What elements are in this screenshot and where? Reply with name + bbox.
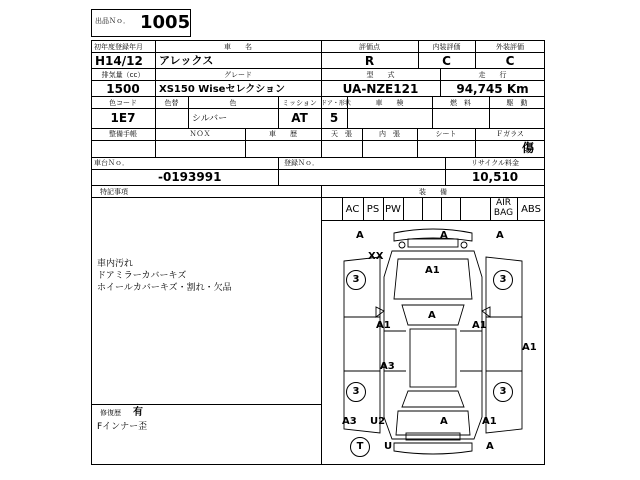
seat-label: シート bbox=[435, 130, 457, 138]
repair-value: 有 bbox=[133, 407, 143, 418]
model-name-value: アレックス bbox=[159, 54, 214, 67]
chassis-value: UA-NZE121 bbox=[342, 82, 419, 96]
damage-mark: A bbox=[496, 230, 504, 241]
damage-mark: A1 bbox=[522, 342, 537, 353]
lot-number-label: 出品Ｎｏ． bbox=[95, 17, 130, 25]
fglass-label: Ｆガラス bbox=[496, 130, 524, 138]
color-label: 色 bbox=[229, 99, 237, 107]
maintenance-label: 整備手帳 bbox=[109, 130, 137, 138]
mileage-label: 走 行 bbox=[478, 71, 507, 79]
cc-label: 排気量（cc） bbox=[101, 71, 145, 79]
grade-value: XS150 Wiseセレクション bbox=[159, 84, 286, 95]
repair-label: 修復歴 bbox=[100, 409, 121, 417]
damage-mark: 3 bbox=[493, 382, 513, 402]
damage-mark: XX bbox=[368, 251, 384, 262]
doors-value: 5 bbox=[329, 111, 339, 125]
year-label: 初年度登録年月 bbox=[94, 43, 143, 51]
model-name-label: 車 名 bbox=[224, 43, 252, 51]
year-value: H14/12 bbox=[95, 54, 143, 68]
sunroof-label: 天 張 bbox=[331, 130, 352, 138]
chassis-label: 型 式 bbox=[366, 71, 395, 79]
recycle-value: 10,510 bbox=[471, 170, 519, 184]
color-code-label: 色コード bbox=[109, 99, 137, 107]
equip-pw: PW bbox=[385, 204, 401, 215]
reg-label: 登録Ｎｏ． bbox=[284, 159, 319, 167]
remark-item: ドアミラーカバーキズ bbox=[97, 271, 187, 281]
damage-mark: U bbox=[384, 441, 393, 452]
equip-airbag: AIR BAG bbox=[493, 198, 514, 218]
damage-mark: A bbox=[440, 230, 448, 241]
remark-item: ホイールカバーキズ・割れ・欠品 bbox=[97, 283, 232, 293]
mileage-value: 94,745 Km bbox=[456, 82, 529, 96]
color-value: シルバー bbox=[192, 114, 228, 124]
damage-mark: A1 bbox=[425, 265, 440, 276]
damage-mark: A bbox=[356, 230, 364, 241]
interior-score-label: 内装評価 bbox=[432, 43, 461, 51]
color-change-label: 色替 bbox=[164, 99, 179, 107]
remark-item: 車内汚れ bbox=[97, 259, 134, 269]
damage-mark: A1 bbox=[472, 320, 487, 331]
fuel-label: 燃 料 bbox=[450, 99, 471, 107]
mission-label: ミッション bbox=[282, 99, 317, 107]
damage-mark: T bbox=[350, 437, 370, 457]
damage-mark: 3 bbox=[346, 382, 366, 402]
equip-abs: ABS bbox=[521, 204, 541, 215]
inspection-label: 車 検 bbox=[375, 99, 404, 107]
repair-note: Fインナー歪 bbox=[97, 422, 148, 432]
interior-score-value: C bbox=[442, 54, 451, 68]
score-value: R bbox=[364, 54, 375, 68]
damage-mark: A bbox=[428, 310, 436, 321]
damage-mark: A3 bbox=[342, 416, 357, 427]
vin-label: 車台Ｎｏ． bbox=[94, 159, 129, 167]
equipment-label: 装 備 bbox=[419, 188, 447, 196]
equip-ac: AC bbox=[345, 204, 360, 215]
exterior-score-value: C bbox=[505, 54, 515, 68]
damage-mark: A bbox=[440, 416, 448, 427]
cc-value: 1500 bbox=[106, 82, 140, 96]
damage-mark: 3 bbox=[346, 270, 366, 290]
nox-label: ＮＯＸ bbox=[189, 130, 211, 138]
recycle-label: リサイクル料金 bbox=[470, 159, 520, 167]
vin-value: -0193991 bbox=[158, 170, 222, 184]
fglass-value: 傷 bbox=[522, 141, 535, 155]
score-label: 評価点 bbox=[359, 43, 380, 51]
doors-label: ドア・形状 bbox=[321, 100, 351, 107]
damage-mark: A1 bbox=[376, 320, 391, 331]
equip-ps: PS bbox=[366, 204, 380, 215]
color-code-value: 1E7 bbox=[110, 111, 136, 125]
grade-label: グレード bbox=[224, 71, 252, 79]
history-label: 車 歴 bbox=[269, 130, 297, 138]
lot-number: 1005 bbox=[140, 12, 191, 33]
drive-label: 駆 動 bbox=[506, 99, 528, 107]
interior-trim-label: 内 張 bbox=[379, 130, 400, 138]
mission-value: AT bbox=[291, 111, 308, 125]
damage-mark: U2 bbox=[370, 416, 386, 427]
exterior-score-label: 外装評価 bbox=[496, 43, 524, 51]
damage-mark: A1 bbox=[482, 416, 497, 427]
damage-mark: A bbox=[486, 441, 494, 452]
remarks-label: 特記事項 bbox=[100, 188, 128, 196]
damage-mark: A3 bbox=[380, 361, 395, 372]
damage-mark: 3 bbox=[493, 270, 513, 290]
